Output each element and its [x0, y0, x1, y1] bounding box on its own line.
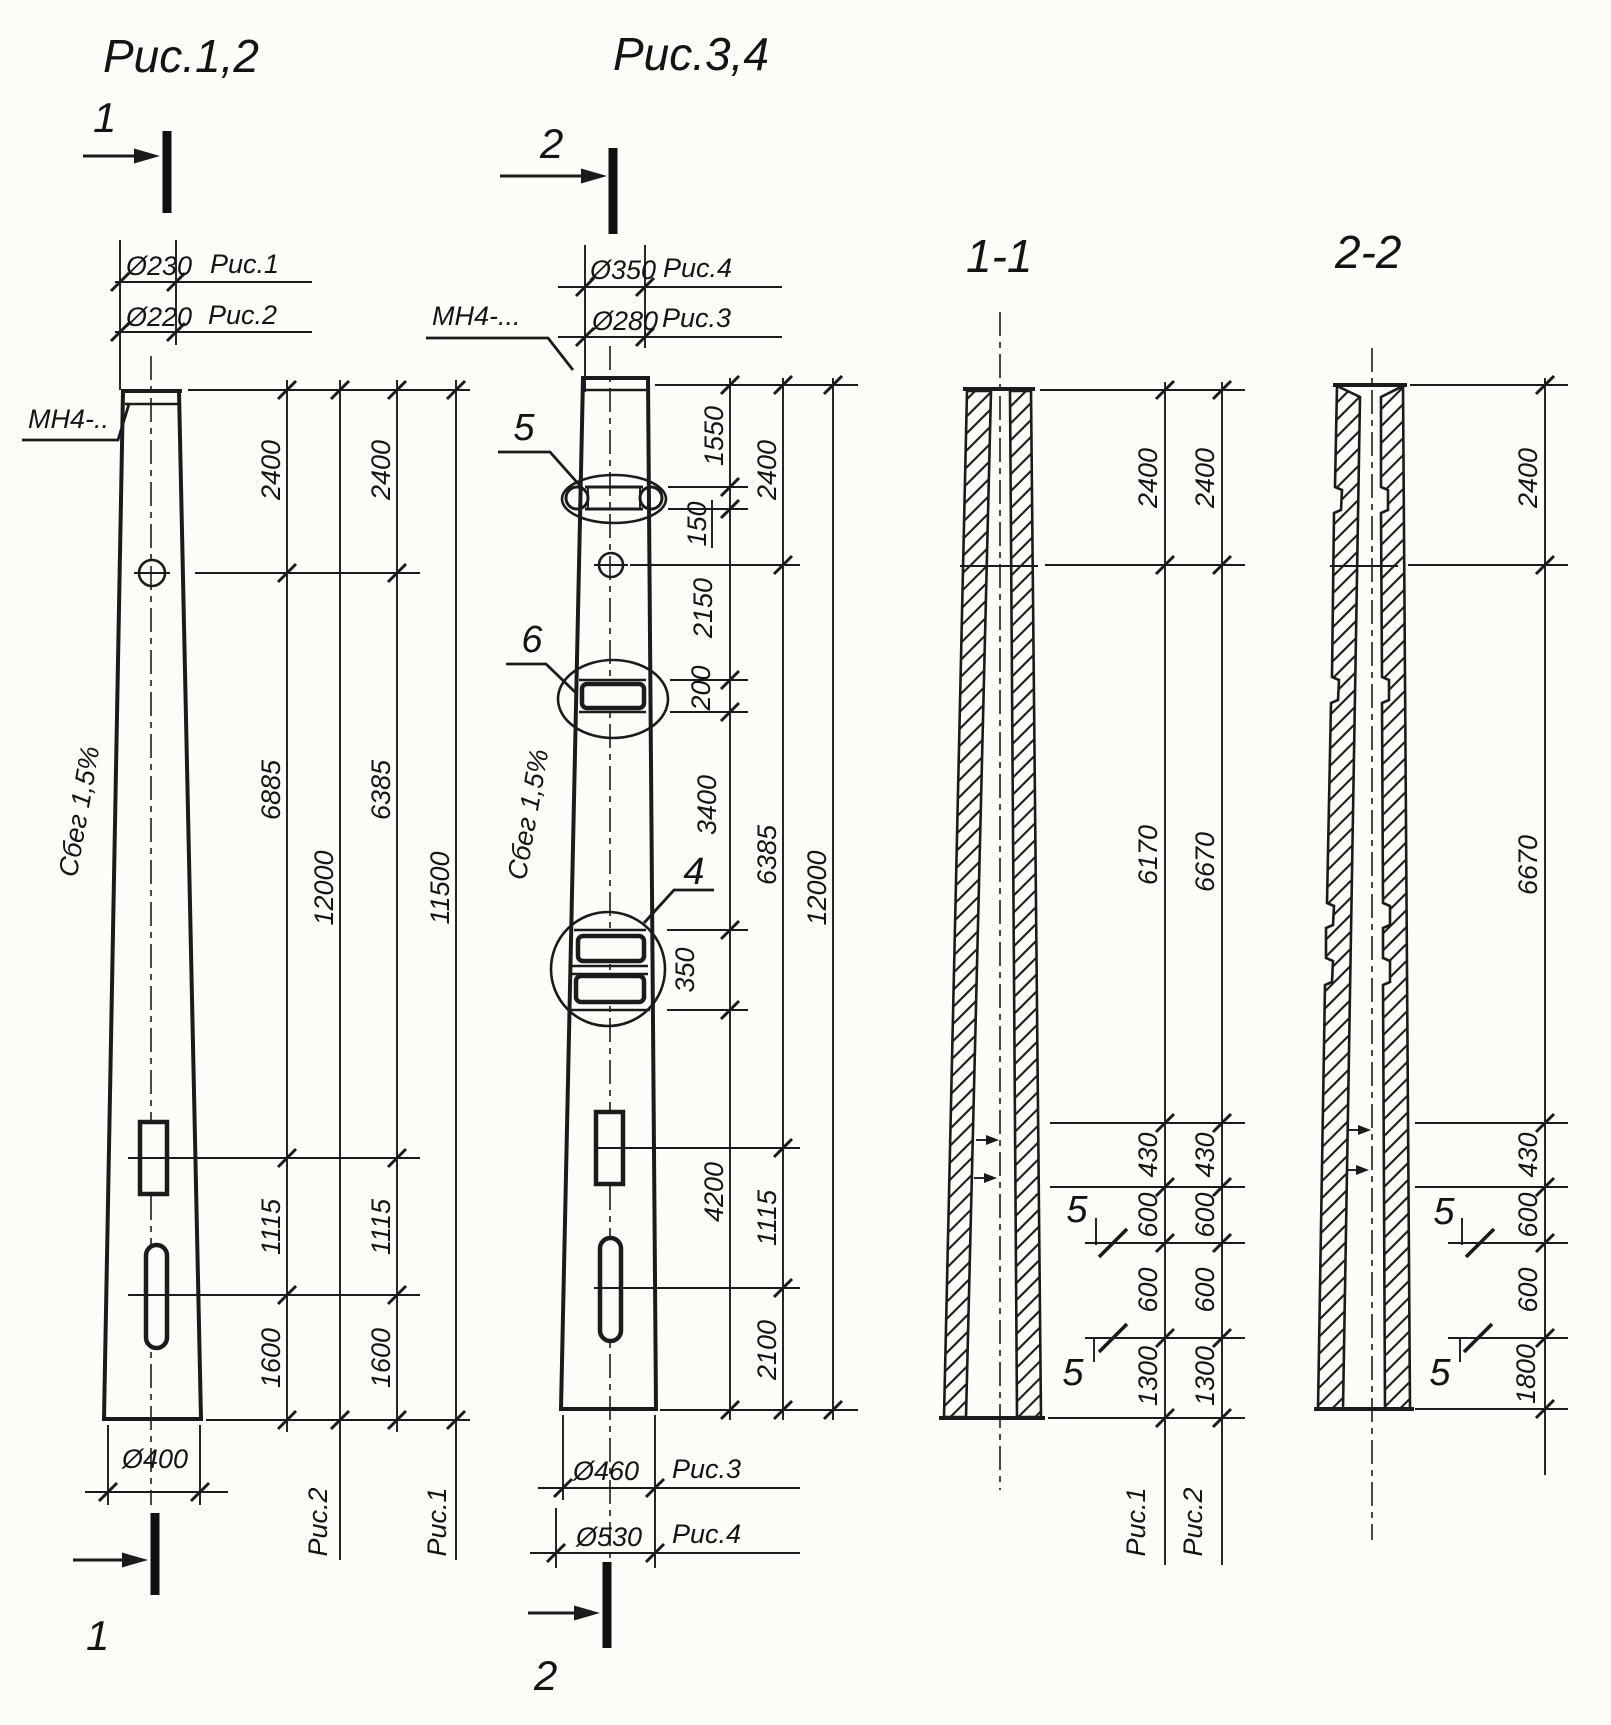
section-cut-marker-1-top [83, 94, 167, 213]
weld-number: 5 [1433, 1191, 1455, 1233]
dim-label: 2400 [256, 439, 286, 501]
section-1-1 [941, 230, 1245, 1565]
dim-label: 1550 [699, 405, 729, 467]
cut-arrow [134, 149, 160, 164]
hatched-wall-right [1381, 386, 1410, 1409]
weld-number: 5 [1062, 1352, 1084, 1394]
dim-label: 2400 [752, 439, 782, 501]
dimension-chains [128, 380, 470, 1560]
detail-number: 6 [521, 619, 543, 661]
dim-label: 1800 [1511, 1343, 1541, 1405]
mount-label: МН4-... [432, 301, 521, 331]
dim-label: 1300 [1133, 1345, 1163, 1407]
detail-number: 5 [513, 407, 535, 449]
cut-arrow [574, 1606, 600, 1621]
dia-label: Ø280 [592, 306, 659, 336]
view-title: Рис.1,2 [103, 30, 259, 82]
fig-ref: Рис.1 [210, 249, 280, 279]
cavity-break-arrows [1346, 1125, 1371, 1175]
dim-label: 6385 [752, 824, 782, 886]
dim-label: 6885 [256, 759, 286, 821]
view-fig34 [426, 28, 858, 1699]
dim-label: 1300 [1190, 1345, 1220, 1407]
weld-mark-5-upper [1433, 1191, 1494, 1257]
cut-marker-label: 1 [93, 94, 117, 141]
mount-callout [22, 404, 129, 440]
fig-ref-vert: Рис.2 [1178, 1487, 1208, 1557]
weld-mark-5-upper [1066, 1189, 1127, 1257]
pole-slot-oval [600, 1238, 621, 1341]
section-2-2 [1316, 226, 1568, 1540]
fig-ref: Рис.4 [672, 1519, 742, 1549]
section-cut-marker-1-bottom [73, 1513, 155, 1659]
detail-number: 4 [683, 851, 705, 893]
taper-label: Сбег 1,5% [52, 743, 106, 880]
mount-label: МН4-.. [28, 404, 109, 434]
dim-label: 150 [682, 501, 712, 547]
fig-ref-vert: Рис.2 [303, 1487, 333, 1557]
top-diameter-dims [558, 245, 782, 392]
hatched-wall-right [1010, 391, 1041, 1417]
fig-ref: Рис.3 [672, 1454, 742, 1484]
fig-ref: Рис.4 [663, 253, 733, 283]
dim-label: 600 [1513, 1267, 1543, 1313]
hatched-wall-left [1318, 386, 1360, 1409]
view-fig12 [22, 30, 470, 1659]
weld-mark-5-lower [1062, 1324, 1127, 1394]
fig-ref-vert: Рис.1 [422, 1487, 452, 1557]
cut-arrow [122, 1553, 148, 1568]
dia-label: Ø400 [122, 1444, 189, 1474]
dim-label: 2400 [366, 439, 396, 501]
top-diameter-dims [111, 240, 312, 390]
dim-label: 1115 [366, 1198, 396, 1256]
dim-label: 350 [670, 947, 700, 993]
dia-label: Ø460 [573, 1456, 640, 1486]
dim-label: 6670 [1513, 834, 1543, 896]
mount-callout [426, 301, 573, 370]
section-cut-marker-2-top [500, 120, 613, 234]
detail-6-feature [506, 619, 668, 738]
dia-label: Ø350 [590, 255, 657, 285]
dia-label: Ø220 [126, 302, 193, 332]
dim-label: 600 [1190, 1267, 1220, 1313]
weld-mark-5-lower [1429, 1324, 1492, 1394]
dim-label: 1600 [256, 1327, 286, 1389]
bottom-diameter-dim [85, 1425, 228, 1505]
cut-marker-label: 2 [540, 120, 564, 167]
detail-4-feature [551, 851, 714, 1026]
cut-arrow [581, 169, 607, 184]
section-title: 1-1 [966, 230, 1033, 282]
dim-label: 3400 [692, 774, 722, 836]
weld-number: 5 [1066, 1189, 1088, 1231]
dim-label: 1115 [256, 1198, 286, 1256]
dim-label: 6670 [1190, 831, 1220, 893]
dim-label: 1115 [752, 1189, 782, 1247]
section-cut-marker-2-bottom [528, 1562, 607, 1699]
dim-label: 600 [1513, 1192, 1543, 1238]
hatched-wall-left [944, 391, 991, 1417]
dim-label: 4200 [699, 1161, 729, 1223]
dim-label: 600 [1133, 1267, 1163, 1313]
dim-label: 430 [1133, 1132, 1163, 1178]
dim-label: 600 [1133, 1192, 1163, 1238]
dia-label: Ø230 [126, 251, 193, 281]
cut-marker-label: 2 [534, 1652, 558, 1699]
dim-label: 430 [1190, 1132, 1220, 1178]
dim-label: 430 [1513, 1132, 1543, 1178]
dim-label: 6385 [366, 759, 396, 821]
dim-label: 600 [1190, 1192, 1220, 1238]
dim-label: 12000 [309, 850, 339, 926]
dimension-chains [594, 376, 858, 1420]
cavity-break-arrows [974, 1135, 999, 1183]
dim-label: 2150 [688, 577, 718, 639]
pole-slot-oval [146, 1245, 167, 1348]
dim-label: 12000 [802, 850, 832, 926]
dim-label: 2400 [1133, 447, 1163, 509]
dim-label: 2400 [1190, 447, 1220, 509]
dia-label: Ø530 [576, 1522, 643, 1552]
dim-label: 11500 [425, 851, 455, 925]
fig-ref: Рис.2 [208, 300, 278, 330]
weld-number: 5 [1429, 1352, 1451, 1394]
fig-ref-vert: Рис.1 [1121, 1487, 1151, 1557]
dim-label: 2400 [1513, 447, 1543, 509]
dimension-chain [1408, 376, 1568, 1475]
section-title: 2-2 [1335, 226, 1402, 278]
view-title: Рис.3,4 [613, 28, 769, 80]
fig-ref: Рис.3 [662, 303, 732, 333]
dim-label: 200 [686, 665, 716, 711]
cut-marker-label: 1 [86, 1612, 110, 1659]
dim-label: 1600 [366, 1327, 396, 1389]
bottom-diameter-dims [530, 1415, 800, 1568]
dim-label: 2100 [752, 1319, 782, 1381]
taper-label: Сбег 1,5% [501, 746, 555, 883]
dim-label: 6170 [1133, 824, 1163, 886]
